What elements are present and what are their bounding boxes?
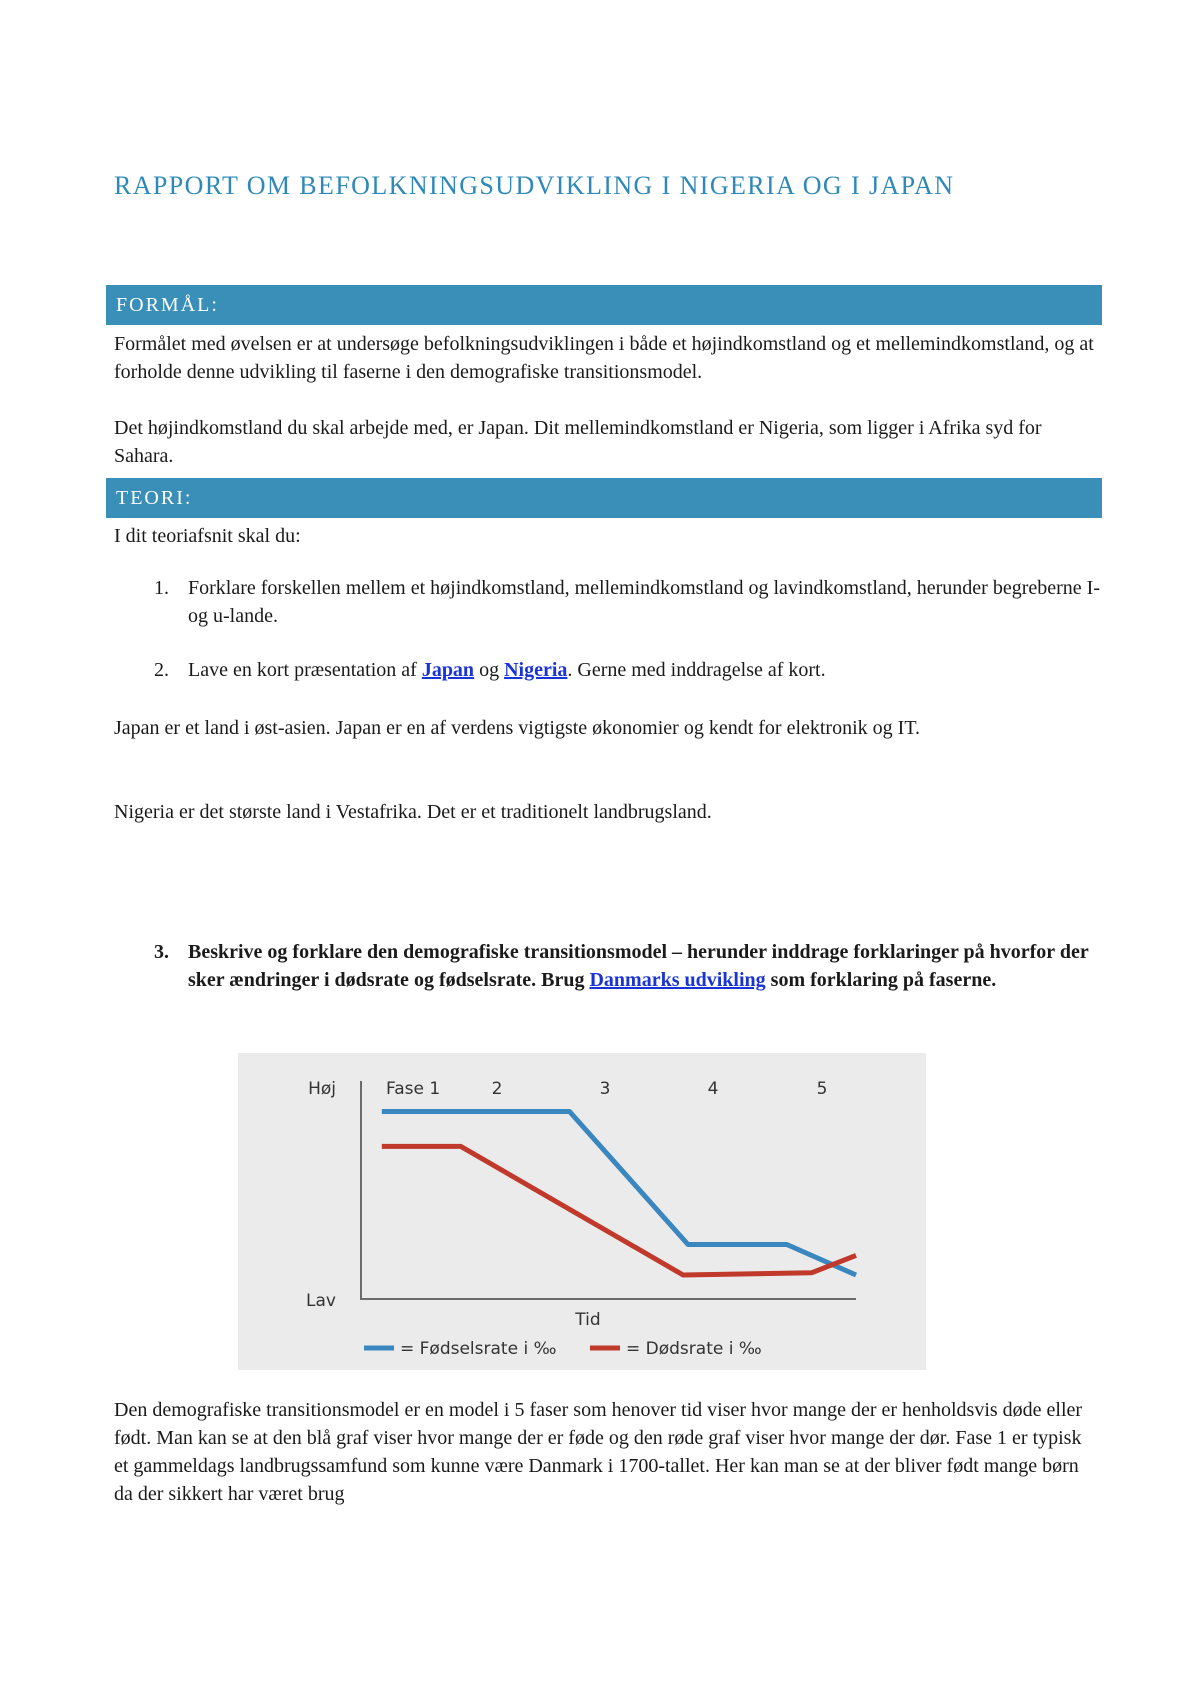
phase-label-2: 2: [491, 1079, 503, 1099]
model-description-paragraph: Den demografiske transitionsmodel er en model i 5 faser som henover tid viser hvor mange der er henholdsvis døde eller født. Man kan se at den blå graf viser hvor mange der er føde og den røde graf viser hvor mange der dør. Fase 1 er typisk et gammeldags landbrugssamfund som kunne være Danmark i 1700-tallet. Her kan man se at der bliver født mange børn da der sikkert har været brug: [114, 1399, 1083, 1505]
section-heading-teori: TEORI:: [106, 478, 1102, 518]
list-item-text: [188, 938, 1108, 994]
y-label-high: Høj: [308, 1079, 336, 1099]
list-item-text: Forklare forskellen mellem et højindkomstland, mellemindkomstland og lavindkomstland, herunder begreberne I- og u-lande.: [188, 577, 1100, 627]
formaal-paragraph-2: Det højindkomstland du skal arbejde med, er Japan. Dit mellemindkomstland er Nigeria, som ligger i Afrika syd for Sahara.: [114, 417, 1042, 467]
list-text-start: Lave en kort præsentation af: [188, 659, 422, 681]
series-line-birth-rate: [382, 1112, 856, 1276]
list-text-end: . Gerne med inddragelse af kort.: [567, 659, 826, 681]
list-text-end: som forklaring på faserne.: [765, 969, 997, 991]
japan-link[interactable]: Japan: [421, 659, 475, 681]
list-number: 1.: [154, 577, 169, 599]
chart-svg: [238, 1053, 926, 1370]
list-text-start: Beskrive og forklare den demografiske transitionsmodel – herunder inddrage forklaringer på hvorfor der sker ændringer i dødsrate og fødselsrate. Brug: [188, 941, 1089, 991]
nigeria-link[interactable]: Nigeria: [504, 659, 568, 681]
legend-label-birth: = Fødselsrate i ‰: [400, 1339, 557, 1359]
phase-label-5: 5: [816, 1079, 828, 1099]
nigeria-paragraph: Nigeria er det største land i Vestafrika. Det er et traditionelt landbrugsland.: [114, 801, 712, 823]
list-number: 3.: [154, 941, 169, 963]
list-number: 2.: [154, 659, 169, 681]
formaal-paragraph-1: Formålet med øvelsen er at undersøge befolkningsudviklingen i både et højindkomstland og et mellemindkomstland, og at forholde denne udvikling til faserne i den demografiske transitionsmodel.: [114, 333, 1094, 383]
legend-label-death: = Dødsrate i ‰: [626, 1339, 762, 1359]
list-text-mid: og: [474, 659, 505, 681]
japan-paragraph: Japan er et land i øst-asien. Japan er en af verdens vigtigste økonomier og kendt for elektronik og IT.: [114, 717, 921, 739]
phase-label-4: 4: [707, 1079, 719, 1099]
list-item-text: [188, 656, 1108, 684]
document-title: RAPPORT OM BEFOLKNINGSUDVIKLING I NIGERIA OG I JAPAN: [114, 171, 955, 200]
phase-label-3: 3: [599, 1079, 611, 1099]
section-heading-formaal: FORMÅL:: [106, 285, 1102, 325]
x-axis-label: Tid: [575, 1310, 601, 1330]
y-label-low: Lav: [306, 1291, 336, 1311]
danmarks-udvikling-link[interactable]: Danmarks udvikling: [589, 969, 766, 991]
phase-label-1: Fase 1: [386, 1079, 441, 1099]
transition-model-chart: [238, 1053, 926, 1370]
teori-intro: I dit teoriafsnit skal du:: [114, 525, 301, 547]
